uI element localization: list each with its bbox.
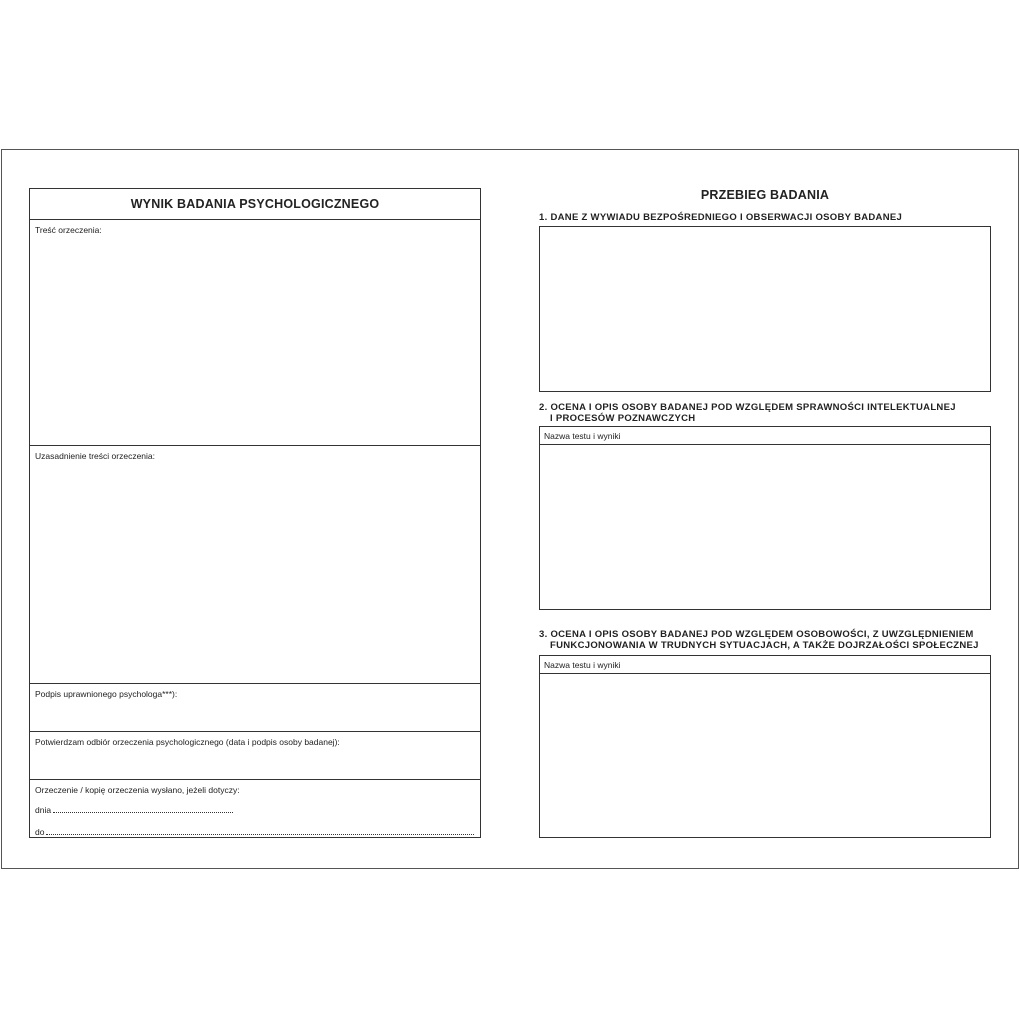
section2-test-label: Nazwa testu i wyniki	[540, 427, 990, 445]
result-form	[29, 188, 481, 838]
dispatch-section	[30, 780, 480, 837]
ruling-justification-label: Uzasadnienie treści orzeczenia:	[35, 451, 156, 461]
ruling-justification-field[interactable]	[30, 446, 480, 684]
psychologist-signature-field[interactable]	[30, 684, 480, 732]
receipt-confirmation-field[interactable]	[30, 732, 480, 780]
section2-heading	[539, 402, 956, 424]
dispatch-date-label: dnia	[35, 805, 52, 815]
examination-title: PRZEBIEG BADANIA	[700, 188, 830, 202]
dispatch-label: Orzeczenie / kopię orzeczenia wysłano, jeżeli dotyczy:	[35, 785, 240, 795]
section3-test-label: Nazwa testu i wyniki	[540, 656, 990, 674]
section3-field[interactable]	[539, 655, 991, 838]
dispatch-recipient-field[interactable]	[35, 826, 474, 837]
section2-heading-line1: 2. OCENA I OPIS OSOBY BADANEJ POD WZGLĘDEM SPRAWNOŚCI INTELEKTUALNEJ	[539, 402, 956, 413]
dispatch-date-field[interactable]	[35, 804, 233, 815]
section3-heading-line2: FUNKCJONOWANIA W TRUDNYCH SYTUACJACH, A TAKŻE DOJRZAŁOŚCI SPOŁECZNEJ	[550, 640, 979, 651]
section2-heading-line2: I PROCESÓW POZNAWCZYCH	[550, 413, 696, 424]
result-title: WYNIK BADANIA PSYCHOLOGICZNEGO	[30, 189, 480, 220]
ruling-content-label: Treść orzeczenia:	[35, 225, 102, 235]
psychologist-signature-label: Podpis uprawnionego psychologa***):	[35, 689, 178, 699]
receipt-confirmation-label: Potwierdzam odbiór orzeczenia psychologicznego (data i podpis osoby badanej):	[35, 737, 340, 747]
dispatch-recipient-label: do	[35, 827, 45, 837]
ruling-content-field[interactable]	[30, 220, 480, 446]
section3-heading-line1: 3. OCENA I OPIS OSOBY BADANEJ POD WZGLĘDEM OSOBOWOŚCI, Z UWZGLĘDNIENIEM	[539, 629, 974, 640]
section3-heading	[539, 629, 979, 651]
section1-field[interactable]	[539, 226, 991, 392]
section2-field[interactable]	[539, 426, 991, 610]
section1-heading: 1. DANE Z WYWIADU BEZPOŚREDNIEGO I OBSERWACJI OSOBY BADANEJ	[539, 212, 903, 223]
